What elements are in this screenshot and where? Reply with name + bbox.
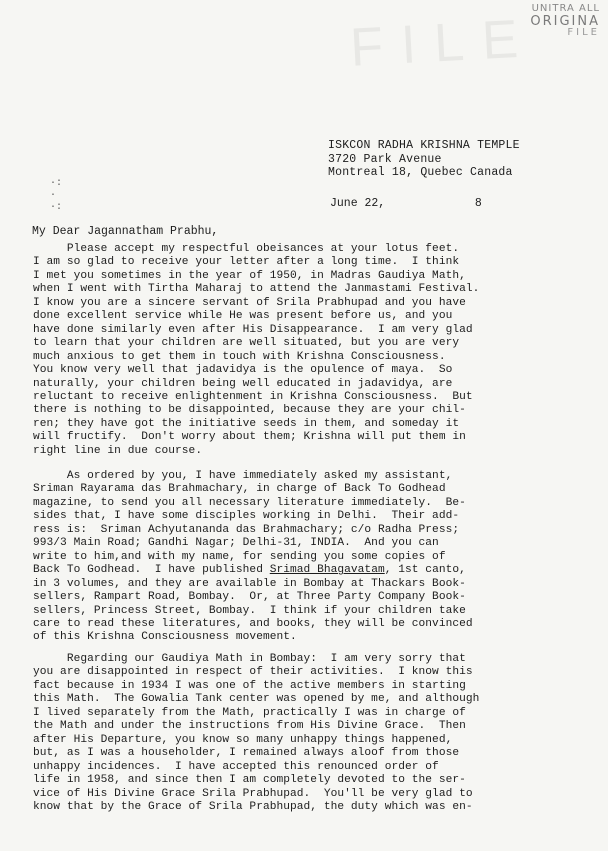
paragraph-1-line: will fructify. Don't worry about them; Krishna will put them in <box>33 431 466 444</box>
paragraph-1-line: reluctant to receive enlightenment in Krishna Consciousness. But <box>33 390 473 403</box>
paragraph-3-line: fact because in 1934 I was one of the active members in starting <box>33 679 466 692</box>
paragraph-3-line: vice of His Divine Grace Srila Prabhupad. You'll be very glad to <box>33 787 473 800</box>
paragraph-3-line: life in 1958, and since then I am completely devoted to the ser- <box>33 774 466 787</box>
paragraph-3-line: the Math and under the instructions from His Divine Grace. Then <box>33 720 466 733</box>
letterhead-street: 3720 Park Avenue <box>328 152 442 166</box>
stamp-line-3: FILE <box>567 27 600 39</box>
paragraph-1-line: done excellent service while He was present before us, and you <box>33 310 453 323</box>
paragraph-2-line: care to read these literatures, and books, they will be convinced <box>33 617 473 630</box>
letterhead-org: ISKCON RADHA KRISHNA TEMPLE <box>328 139 520 152</box>
paragraph-1-line: when I went with Tirtha Maharaj to attend the Janmastami Festival. <box>33 283 480 296</box>
line-text: , 1st canto, <box>384 564 466 577</box>
paragraph-3 <box>33 653 479 814</box>
archive-stamp <box>504 4 600 39</box>
paragraph-2-line: As ordered by you, I have immediately asked my assistant, <box>33 470 453 482</box>
paragraph-2-line: ress is: Sriman Achyutananda das Brahmachary; c/o Radha Press; <box>33 523 460 536</box>
stamp-line-1: UNITRA ALL <box>531 3 600 14</box>
stray-marks: ·: · ·: <box>50 178 63 213</box>
paragraph-3-line: this Math. The Gowalia Tank center was opened by me, and although <box>33 693 480 706</box>
file-watermark: FILE <box>348 8 538 78</box>
paragraph-3-line: after His Departure, you know so many unhappy things happened, <box>33 733 453 746</box>
paragraph-2-line: Sriman Rayarama das Brahmachary, in charge of Back To Godhead <box>33 483 446 496</box>
letter-date: June 22, 8 <box>330 197 482 210</box>
book-title: Srimad Bhagavatam <box>269 564 385 577</box>
paragraph-3-line: Regarding our Gaudiya Math in Bombay: I am very sorry that <box>33 653 466 665</box>
paragraph-2-line: of this Krishna Consciousness movement. <box>33 631 297 644</box>
paragraph-2-line: sides that, I have some disciples working in Delhi. Their add- <box>33 510 460 523</box>
paragraph-2-line: sellers, Rampart Road, Bombay. Or, at Three Party Company Book- <box>33 591 466 604</box>
paragraph-2-line: write to him,and with my name, for sending you some copies of <box>33 550 446 563</box>
paragraph-1 <box>33 243 479 458</box>
paragraph-1-line: to learn that your children are well situated, but you are very <box>33 337 460 350</box>
paragraph-3-line: I lived separately from the Math, practically I was in charge of <box>33 706 466 719</box>
paragraph-3-line: but, as I was a householder, I remained always aloof from those <box>33 747 460 760</box>
paragraph-1-line: I am so glad to receive your letter after a long time. I think <box>33 256 460 269</box>
stamp-line-2: ORIGINA <box>530 13 600 29</box>
paragraph-2-line: sellers, Princess Street, Bombay. I think if your children take <box>33 604 466 617</box>
paragraph-1-line: have done similarly even after His Disappearance. I am very glad <box>33 323 473 336</box>
paragraph-1-line: naturally, your children being well educated in jadavidya, are <box>33 377 453 390</box>
paragraph-1-line: there is nothing to be disappointed, because they are your chil- <box>33 404 466 417</box>
salutation: My Dear Jagannatham Prabhu, <box>32 225 219 238</box>
line-text: Back To Godhead. I have published <box>33 564 270 577</box>
paragraph-2-line <box>33 564 473 577</box>
letterhead <box>328 139 520 180</box>
paragraph-1-line: ren; they have got the initiative seeds in them, and someday it <box>33 417 460 430</box>
paragraph-3-line: you are disappointed in respect of their activities. I know this <box>33 666 473 679</box>
paragraph-1-line: I know you are a sincere servant of Srila Prabhupad and you have <box>33 296 466 309</box>
paragraph-1-line: I met you sometimes in the year of 1950, in Madras Gaudiya Math, <box>33 269 466 282</box>
paragraph-3-line: know that by the Grace of Srila Prabhupad, the duty which was en- <box>33 800 473 813</box>
paragraph-2-line: in 3 volumes, and they are available in Bombay at Thackars Book- <box>33 577 466 590</box>
paragraph-1-line: You know very well that jadavidya is the opulence of maya. So <box>33 364 453 377</box>
paragraph-1-line: Please accept my respectful obeisances at your lotus feet. <box>33 243 460 255</box>
paragraph-1-line: right line in due course. <box>33 444 203 457</box>
letterhead-city: Montreal 18, Quebec Canada <box>328 166 513 179</box>
paragraph-3-line: unhappy incidences. I have accepted this renounced order of <box>33 760 439 773</box>
paragraph-1-line: much anxious to get them in touch with Krishna Consciousness. <box>33 350 446 363</box>
paragraph-2-line: magazine, to send you all necessary literature immediately. Be- <box>33 496 466 509</box>
paragraph-2 <box>33 470 473 645</box>
paragraph-2-line: 993/3 Main Road; Gandhi Nagar; Delhi-31, INDIA. And you can <box>33 537 439 550</box>
